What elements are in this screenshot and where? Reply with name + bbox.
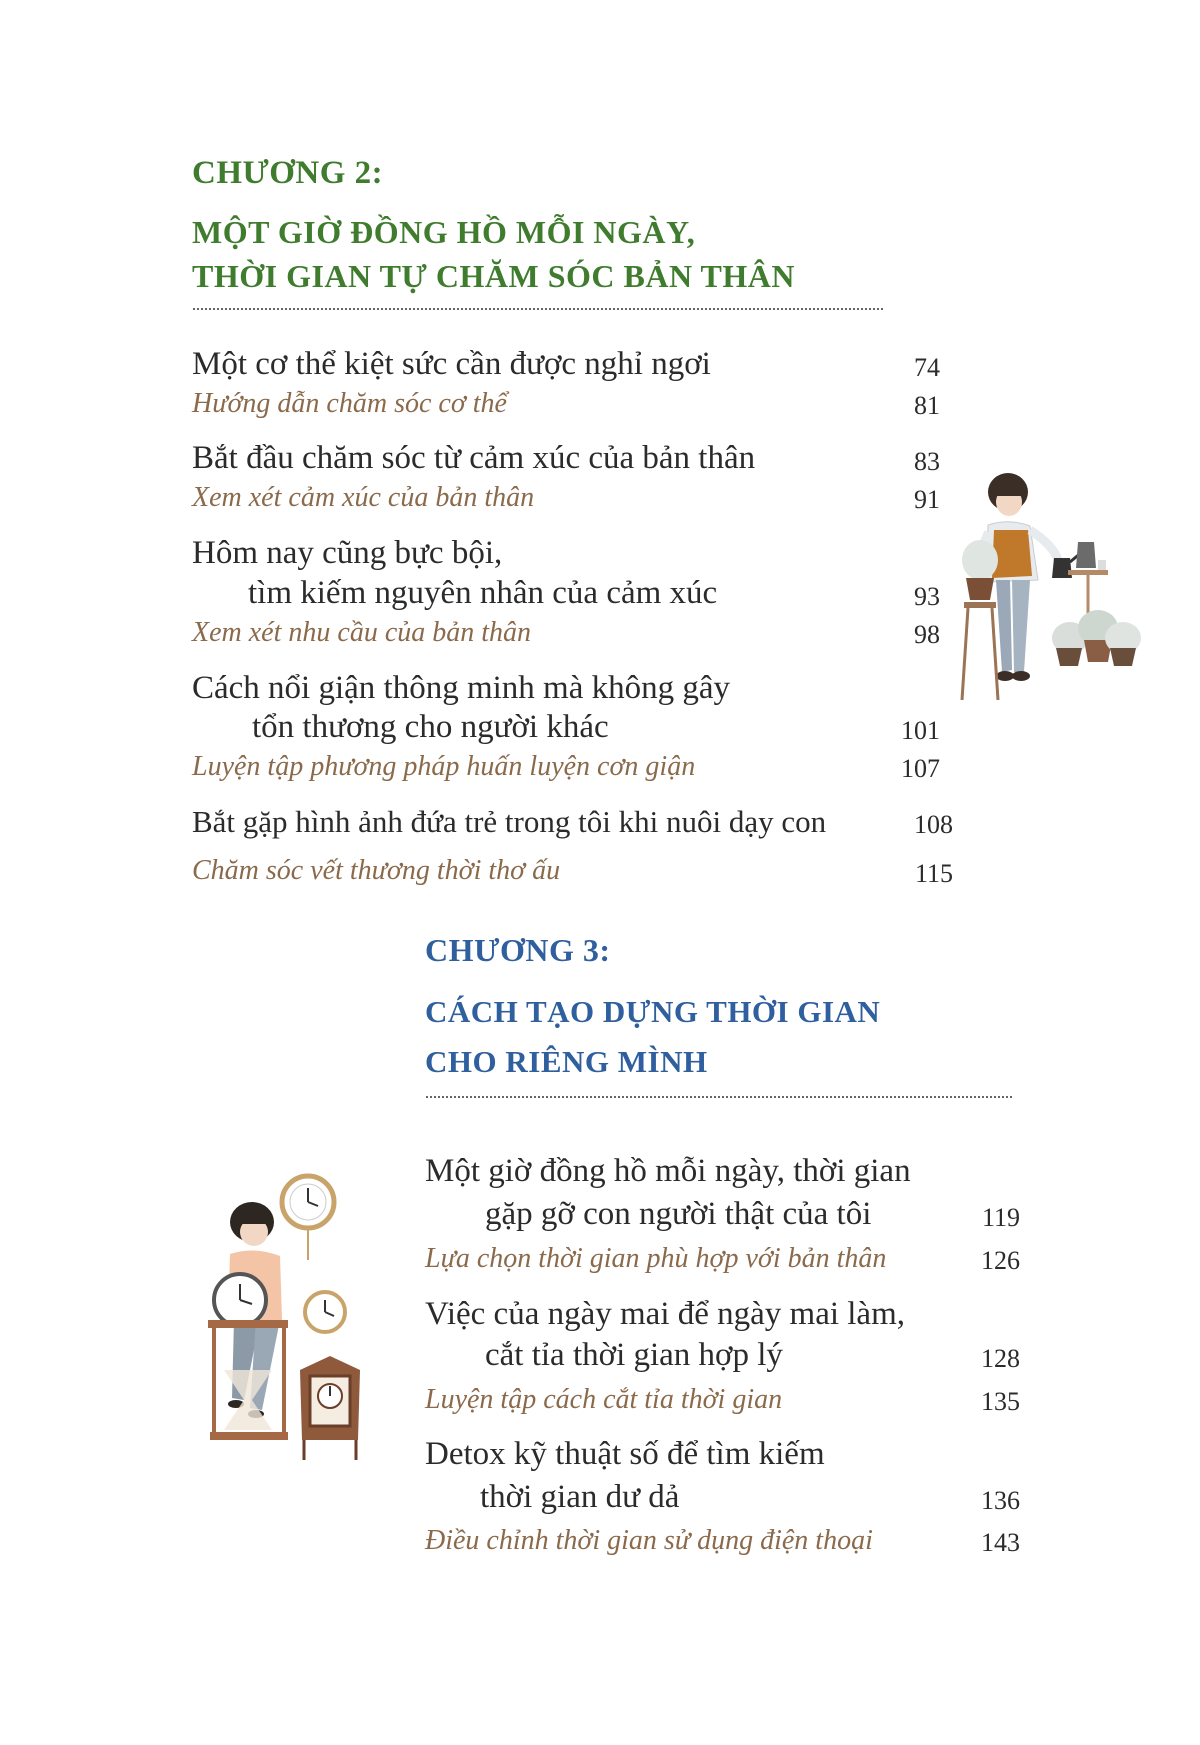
chapter2-title-line1: MỘT GIỜ ĐỒNG HỒ MỖI NGÀY,: [192, 214, 696, 250]
chapter3-title-line1: CÁCH TẠO DỰNG THỜI GIAN: [425, 994, 881, 1029]
ch2-entry-1-title: Một cơ thể kiệt sức cần được nghỉ ngơi: [192, 346, 711, 382]
ch3-entry-1-page: 119: [981, 1203, 1020, 1232]
woman-with-clocks-illustration: [200, 1170, 370, 1470]
ch2-entry-5-title-cont: tìm kiếm nguyên nhân của cảm xúc: [248, 575, 718, 611]
ch2-entry-4-title: Xem xét cảm xúc của bản thân: [192, 482, 535, 513]
ch3-entry-5-page: 136: [981, 1486, 1020, 1515]
ch3-entry-6-page: 143: [981, 1528, 1020, 1557]
ch3-entry-6-title: Điều chỉnh thời gian sử dụng điện thoại: [425, 1525, 873, 1556]
ch2-entry-1-page: 74: [914, 353, 940, 382]
ch3-entry-3-title: Việc của ngày mai để ngày mai làm,: [425, 1296, 905, 1332]
ch3-entry-5-title-cont: thời gian dư dả: [480, 1479, 680, 1515]
ch3-entry-5-title: Detox kỹ thuật số để tìm kiếm: [425, 1436, 825, 1472]
ch2-entry-8-page: 107: [901, 754, 940, 783]
chapter2-divider: [193, 308, 883, 310]
ch2-entry-2-page: 81: [914, 391, 940, 420]
ch2-entry-7-page: 101: [901, 716, 940, 745]
ch2-entry-5-title: Hôm nay cũng bực bội,: [192, 535, 503, 571]
ch2-entry-6-title: Xem xét nhu cầu của bản thân: [192, 617, 532, 648]
ch3-entry-4-page: 135: [981, 1387, 1020, 1416]
ch2-entry-3-page: 83: [914, 447, 940, 476]
ch2-entry-10-title: Chăm sóc vết thương thời thơ ấu: [192, 855, 561, 886]
chapter3-title-line2: CHO RIÊNG MÌNH: [425, 1044, 708, 1079]
ch3-entry-1-title: Một giờ đồng hồ mỗi ngày, thời gian: [425, 1153, 911, 1189]
ch2-entry-9-page: 108: [914, 810, 953, 839]
chapter3-divider: [426, 1096, 1012, 1098]
ch2-entry-6-page: 98: [914, 620, 940, 649]
ch2-entry-4-page: 91: [914, 485, 940, 514]
chapter2-title-line2: THỜI GIAN TỰ CHĂM SÓC BẢN THÂN: [192, 258, 795, 294]
ch2-entry-7-title: Cách nổi giận thông minh mà không gây: [192, 670, 731, 706]
ch2-entry-7-title-cont: tổn thương cho người khác: [252, 709, 609, 745]
ch2-entry-2-title: Hướng dẫn chăm sóc cơ thể: [192, 388, 507, 419]
chapter3-label: CHƯƠNG 3:: [425, 932, 611, 968]
ch3-entry-3-page: 128: [981, 1344, 1020, 1373]
ch2-entry-10-page: 115: [914, 859, 953, 888]
ch3-entry-4-title: Luyện tập cách cắt tỉa thời gian: [425, 1384, 783, 1415]
ch2-entry-8-title: Luyện tập phương pháp huấn luyện cơn giận: [192, 751, 696, 782]
ch3-entry-1-title-cont: gặp gỡ con người thật của tôi: [485, 1196, 872, 1232]
ch2-entry-3-title: Bắt đầu chăm sóc từ cảm xúc của bản thân: [192, 440, 756, 476]
ch2-entry-9-title: Bắt gặp hình ảnh đứa trẻ trong tôi khi nuôi dạy con: [192, 804, 827, 839]
ch3-entry-2-page: 126: [981, 1246, 1020, 1275]
chapter2-label: CHƯƠNG 2:: [192, 155, 384, 191]
woman-watering-plants-illustration: [958, 470, 1148, 790]
ch2-entry-5-page: 93: [914, 582, 940, 611]
ch3-entry-2-title: Lựa chọn thời gian phù hợp với bản thân: [425, 1243, 887, 1274]
ch3-entry-3-title-cont: cắt tỉa thời gian hợp lý: [485, 1337, 783, 1373]
